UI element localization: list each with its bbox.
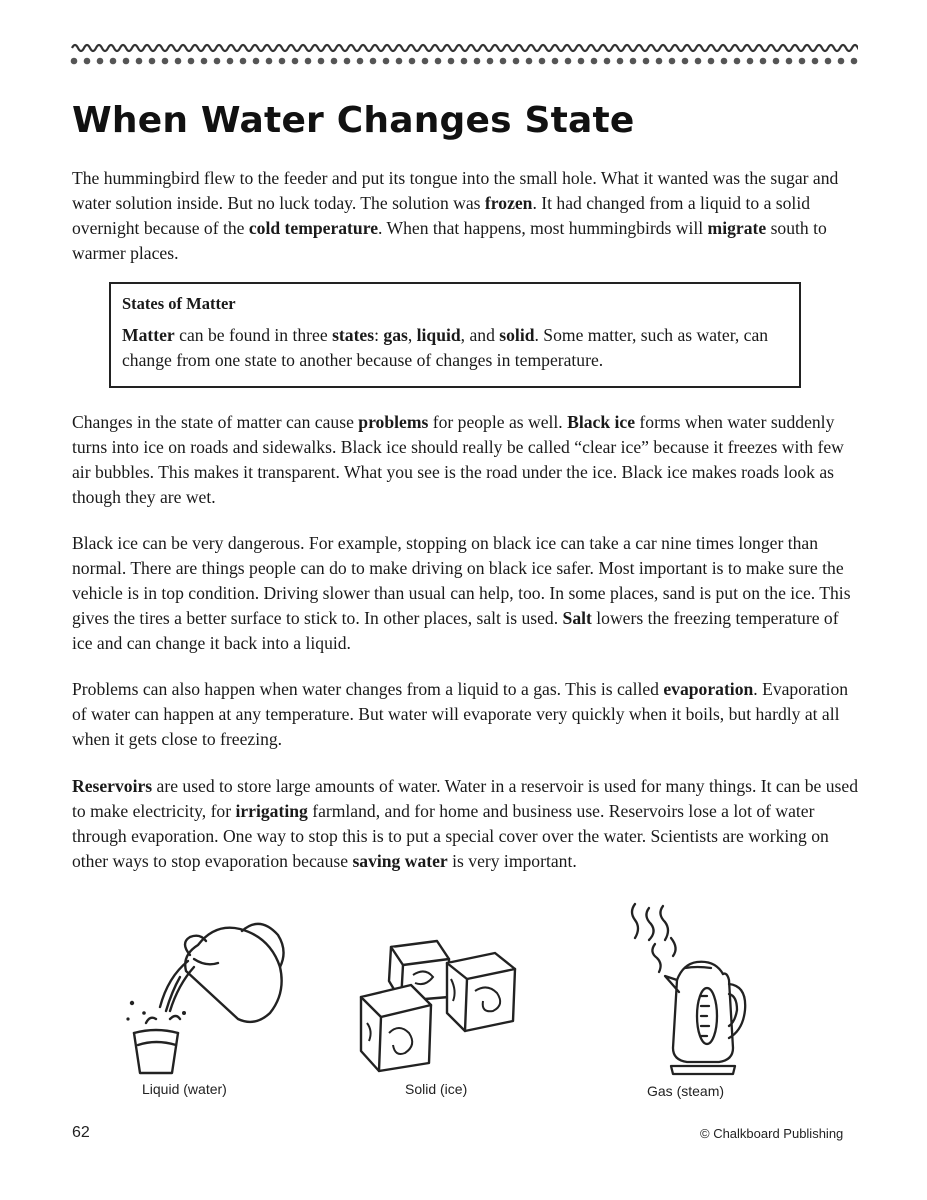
bold-term: irrigating (235, 801, 308, 821)
steaming-kettle-icon (625, 898, 755, 1080)
bold-term: Salt (562, 608, 592, 628)
bold-term: cold temperature (248, 218, 379, 238)
decorative-border (70, 40, 858, 70)
bold-term: frozen (484, 193, 533, 213)
paragraph-black-ice: Changes in the state of matter can cause problems for people as well. Black ice forms when water suddenly turns into ice on roads and sidewalks. Black ice should really be called “clear ice” because it freezes with few air bubbles. This makes it transparent. What you see is the road under the ice. Black ice makes roads look as though they are wet. (72, 412, 844, 507)
caption-gas: Gas (steam) (647, 1083, 725, 1099)
bold-term: migrate (707, 218, 767, 238)
caption-liquid: Liquid (water) (142, 1081, 227, 1097)
bold-term: solid (499, 325, 535, 345)
states-of-matter-box (109, 282, 801, 388)
paragraph-reservoirs: Reservoirs are used to store large amounts of water. Water in a reservoir is used for many things. It can be used to make electricity, for irrigating farmland, and for home and business use. Reservoirs lose a lot of water through evaporation. One way to stop this is to put a special cover over the water. Scientists are working on other ways to stop evaporation because saving water is very important. (72, 776, 858, 871)
box-title: States of Matter (122, 294, 236, 313)
bold-term: states (332, 325, 375, 345)
bold-term: problems (358, 412, 429, 432)
paragraph-evaporation: Problems can also happen when water changes from a liquid to a gas. This is called evaporation. Evaporation of water can happen at any temperature. But water will evaporate very quickly when it boils, but hardly at all when it gets close to freezing. (72, 679, 849, 749)
bold-term: evaporation (663, 679, 754, 699)
box-body: Matter can be found in three states: gas, liquid, and solid. Some matter, such as water, can change from one state to another because of changes in temperature. (122, 325, 769, 370)
ice-cubes-icon (355, 935, 535, 1075)
copyright-notice: © Chalkboard Publishing (700, 1126, 844, 1141)
pitcher-pouring-water-icon (120, 915, 290, 1075)
paragraph-hummingbird: The hummingbird flew to the feeder and put its tongue into the small hole. What it wanted was the sugar and water solution inside. But no luck today. The solution was frozen. It had changed from a liquid to a solid overnight because of the cold temperature. When that happens, most hummingbirds will migrate south to warmer places. (72, 168, 839, 263)
paragraph-black-ice-danger: Black ice can be very dangerous. For example, stopping on black ice can take a car nine times longer than normal. There are things people can do to make driving on black ice safer. Most important is to make sure the vehicle is in top condition. Driving slower than usual can help, too. In some places, sand is put on the ice. This gives the tires a better surface to stick to. In other places, salt is used. Salt lowers the freezing temperature of ice and can change it back into a liquid. (72, 533, 851, 653)
caption-solid: Solid (ice) (405, 1081, 468, 1097)
bold-term: Reservoirs (72, 776, 153, 796)
page-title: When Water Changes State (72, 100, 635, 141)
bold-term: gas (383, 325, 408, 345)
page-number: 62 (72, 1124, 90, 1141)
bold-term: liquid (416, 325, 461, 345)
bold-term: Matter (122, 325, 175, 345)
bold-term: Black ice (567, 412, 636, 432)
bold-term: saving water (352, 851, 448, 871)
